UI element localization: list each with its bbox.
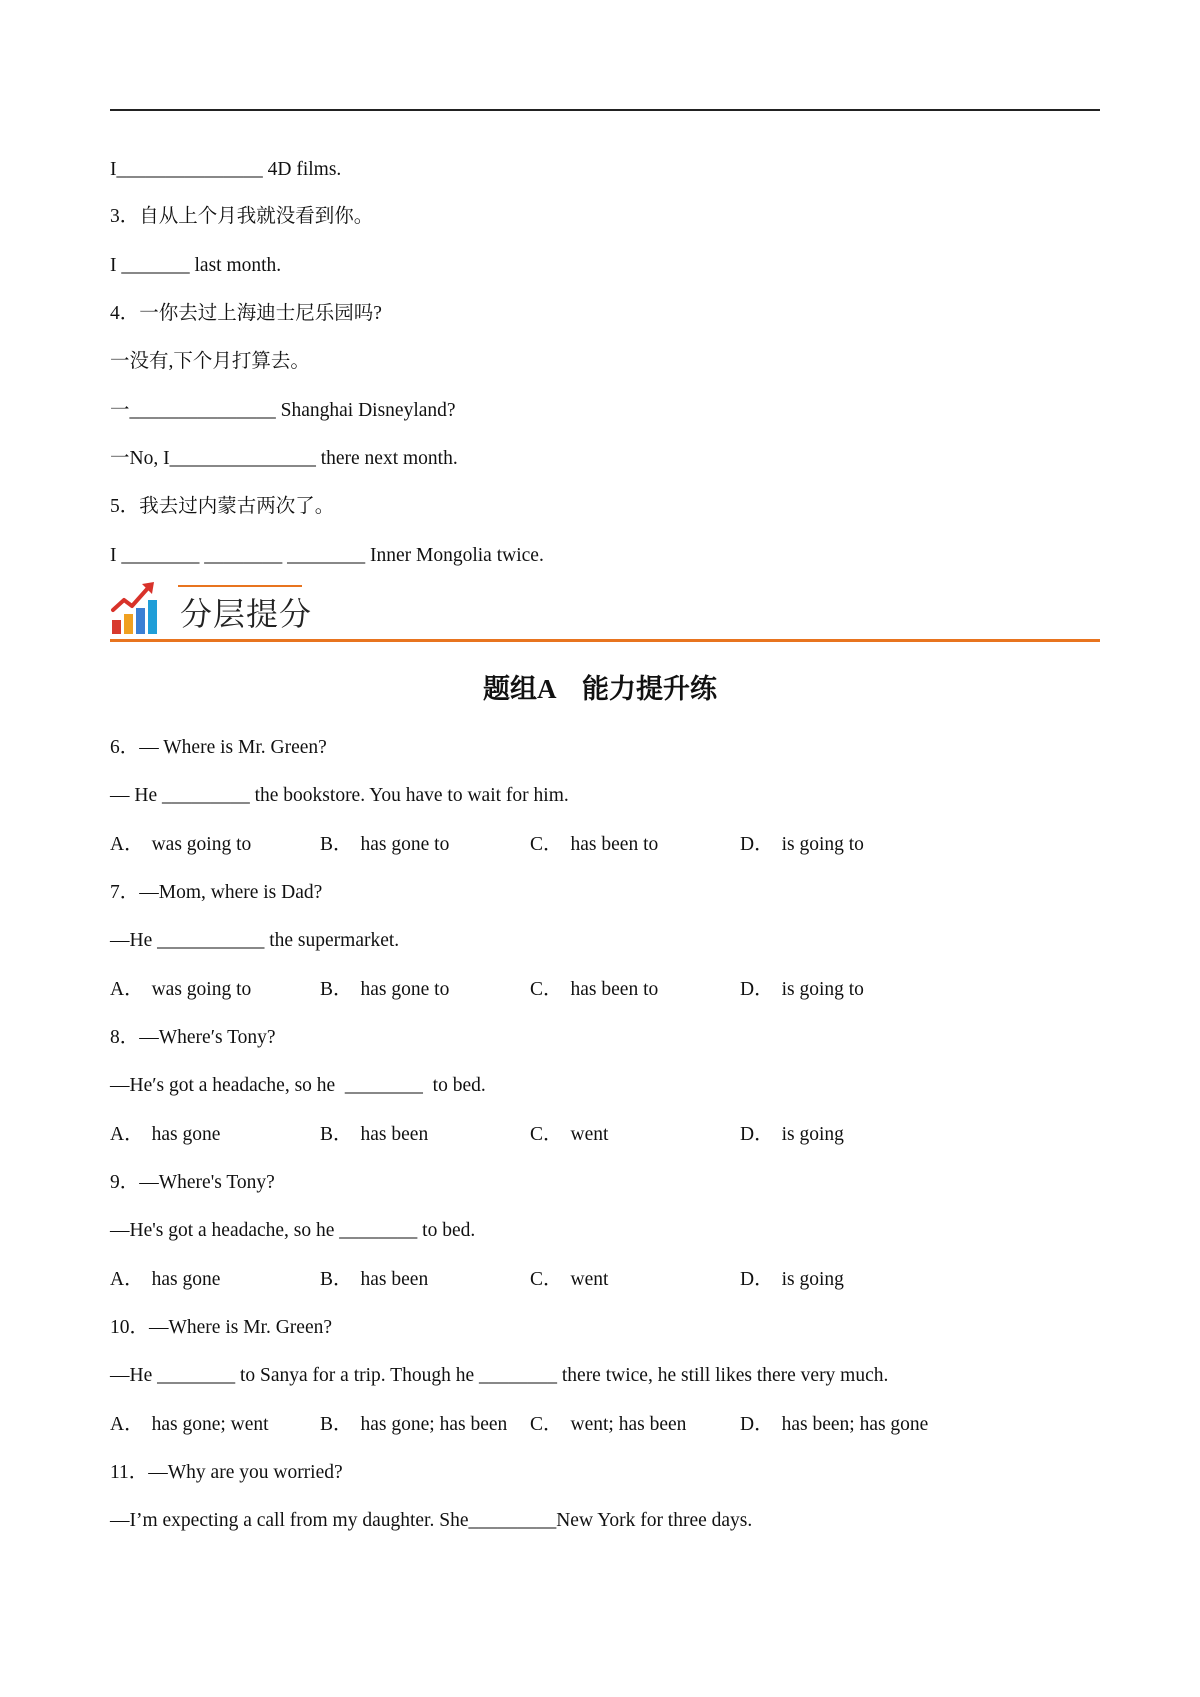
q8-stem: 8．—Where′s Tony? — [110, 1027, 276, 1048]
q10-option-d[interactable]: D． has been; has gone — [740, 1414, 929, 1435]
q4-answer-line-1: 一_______________ Shanghai Disneyland? — [110, 400, 456, 421]
q7-option-c[interactable]: C． has been to — [530, 979, 659, 1000]
q9-reply: —He's got a headache, so he ________ to bed. — [110, 1220, 476, 1241]
q6-option-b[interactable]: B． has gone to — [320, 834, 450, 855]
section-rule — [110, 639, 1100, 642]
q9-option-d[interactable]: D． is going — [740, 1269, 844, 1290]
q7-stem: 7．—Mom, where is Dad? — [110, 882, 323, 903]
q10-reply: —He ________ to Sanya for a trip. Though he ________ there twice, he still likes there very much. — [110, 1365, 889, 1386]
q6-option-c[interactable]: C． has been to — [530, 834, 659, 855]
q8-option-b[interactable]: B． has been — [320, 1124, 429, 1145]
section-accent-line — [178, 585, 302, 587]
q4-reply-cn: 一没有,下个月打算去。 — [110, 351, 310, 372]
q8-option-d[interactable]: D． is going — [740, 1124, 844, 1145]
q4-prompt: 4．一你去过上海迪士尼乐园吗? — [110, 303, 382, 324]
section-title: 分层提分 — [180, 595, 313, 633]
q10-option-b[interactable]: B． has gone; has been — [320, 1414, 508, 1435]
q6-reply: — He _________ the bookstore. You have to wait for him. — [110, 785, 569, 806]
q7-option-b[interactable]: B． has gone to — [320, 979, 450, 1000]
q5-answer-line: I ________ ________ ________ Inner Mongolia twice. — [110, 545, 544, 566]
q6-option-a[interactable]: A． was going to — [110, 834, 252, 855]
q10-stem: 10．—Where is Mr. Green? — [110, 1317, 333, 1338]
q10-option-c[interactable]: C． went; has been — [530, 1414, 687, 1435]
q9-option-c[interactable]: C． went — [530, 1269, 609, 1290]
q9-option-b[interactable]: B． has been — [320, 1269, 429, 1290]
header-rule — [110, 109, 1100, 111]
q10-option-a[interactable]: A． has gone; went — [110, 1414, 269, 1435]
q11-stem: 11．—Why are you worried? — [110, 1462, 343, 1483]
q2-answer-line: I_______________ 4D films. — [110, 159, 342, 180]
q9-option-a[interactable]: A． has gone — [110, 1269, 221, 1290]
q11-reply: —I’m expecting a call from my daughter. She_________New York for three days. — [110, 1510, 753, 1531]
q8-option-c[interactable]: C． went — [530, 1124, 609, 1145]
q7-reply: —He ___________ the supermarket. — [110, 930, 400, 951]
group-title: 题组A 能力提升练 — [482, 674, 717, 704]
q7-option-a[interactable]: A． was going to — [110, 979, 252, 1000]
q9-stem: 9．—Where's Tony? — [110, 1172, 275, 1193]
q3-answer-line: I _______ last month. — [110, 255, 282, 276]
section-header — [110, 580, 1100, 642]
rising-chart-icon — [110, 580, 162, 636]
q6-option-d[interactable]: D． is going to — [740, 834, 864, 855]
q6-stem: 6．— Where is Mr. Green? — [110, 737, 327, 758]
q3-prompt: 3．自从上个月我就没看到你。 — [110, 206, 374, 227]
q4-answer-line-2: 一No, I_______________ there next month. — [110, 448, 458, 469]
q7-option-d[interactable]: D． is going to — [740, 979, 864, 1000]
q8-option-a[interactable]: A． has gone — [110, 1124, 221, 1145]
q8-reply: —He′s got a headache, so he ________ to bed. — [110, 1075, 486, 1096]
q5-prompt: 5．我去过内蒙古两次了。 — [110, 496, 335, 517]
